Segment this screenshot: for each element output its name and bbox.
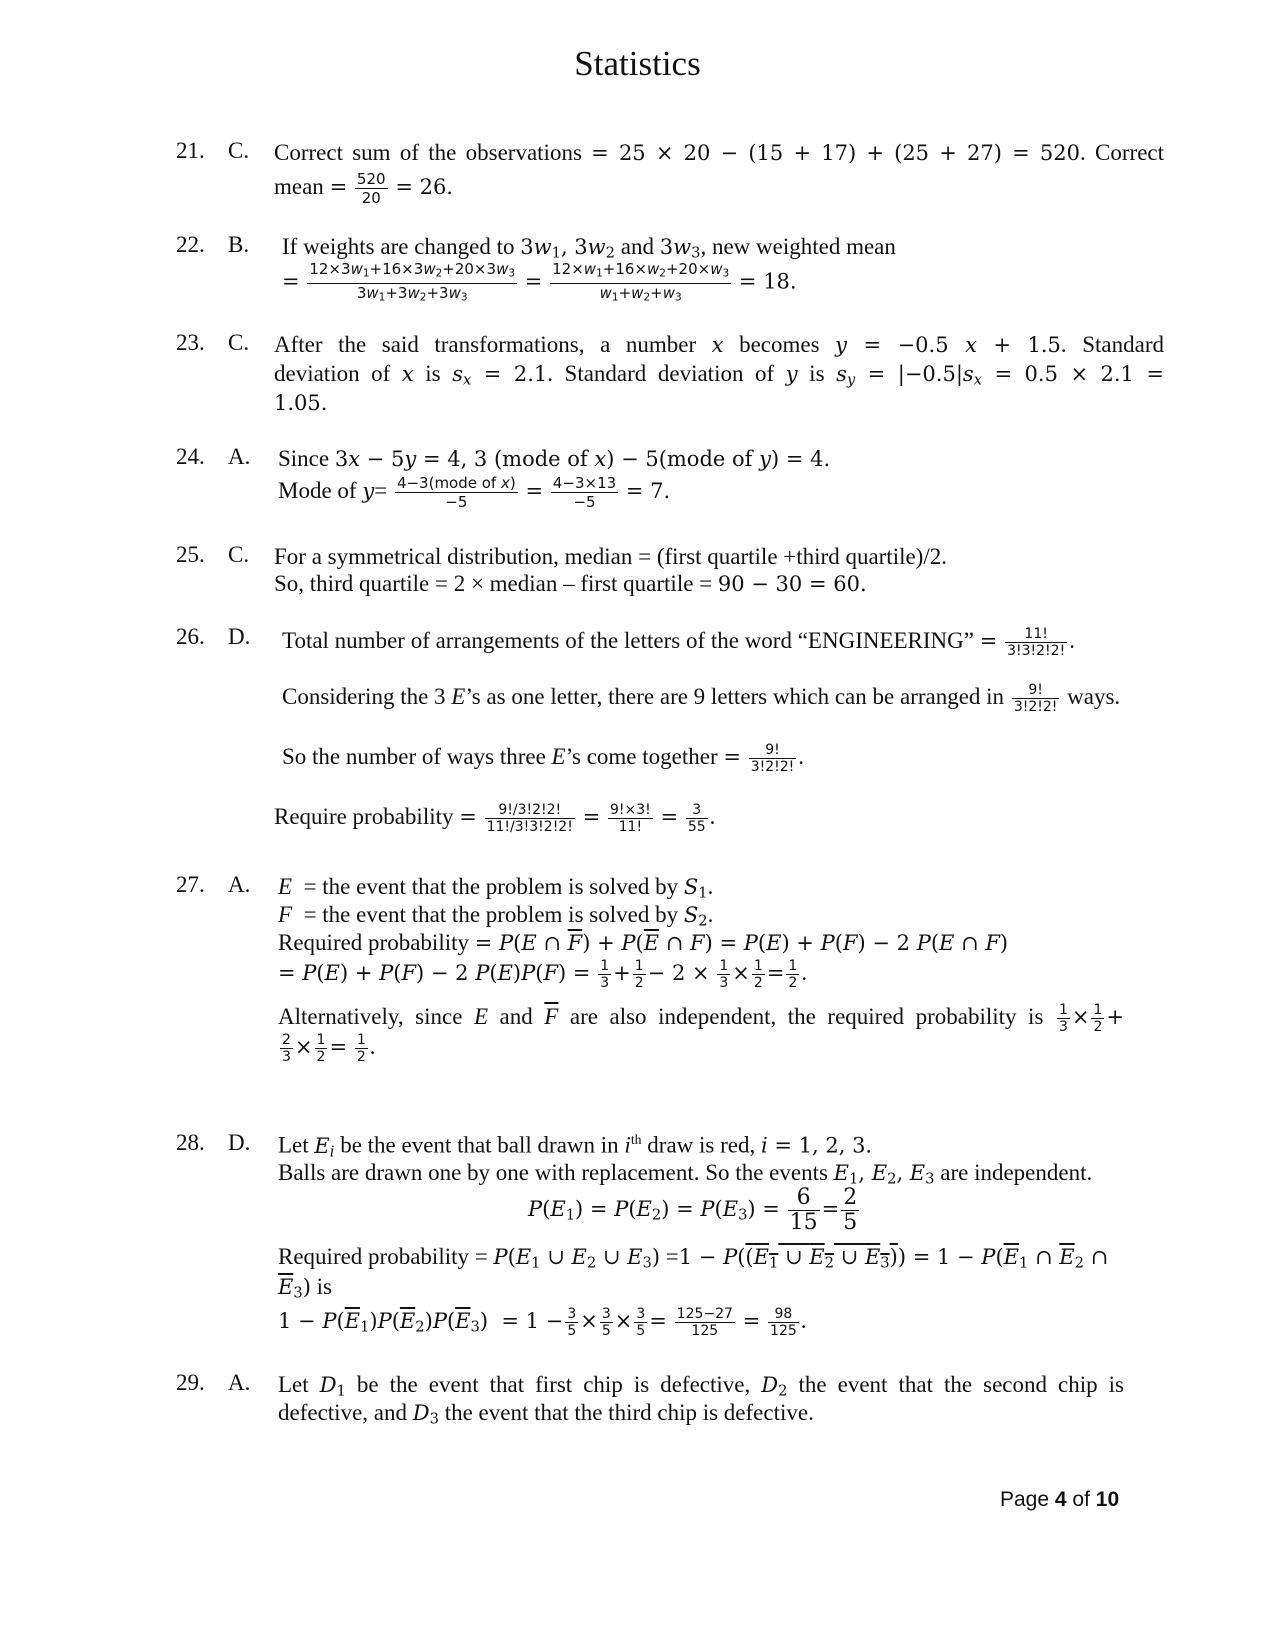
- solution-line: So, third quartile = 2 × median – first quartile = 90 − 30 = 60.: [274, 571, 867, 596]
- question-number: 27.: [176, 872, 205, 897]
- question-number: 25.: [176, 542, 205, 567]
- page-number: Page 4 of 10: [1000, 1488, 1120, 1511]
- solution-line: E = the event that the problem is solved by $S_1$.: [278, 874, 714, 902]
- solution-line: 1.05.: [274, 391, 328, 415]
- solution-line: Balls are drawn one by one with replacement. So the events $E_1$, $E_2$, $E_3$ are independent.: [278, 1160, 1093, 1188]
- solution-line: Required probability = $P(E_1$ ∪ $E_2$ ∪ $E_3) =1 - P((E_1$ ∪ $E_2$ ∪ $E_3)) = 1 - P(\overline{E}_1$ ∩ $\overline{E}_2$ ∩: [278, 1244, 1109, 1272]
- solution-line: $1 - P(\overline{E}_1)P(\overline{E}_2)P(\overline{E}_3) = 1$ − $\frac{3}{5}$ × $\frac{3}{5}$ × $\frac{3}{5}$ = $\frac{125-27}{125}$ = $\frac{98}{125}$ .: [278, 1306, 807, 1339]
- answer-letter: B.: [228, 232, 250, 257]
- solution-line: For a symmetrical distribution, median = (first quartile +third quartile)/2.: [274, 544, 947, 569]
- solution-line: Considering the 3 E’s as one letter, there are 9 letters which can be arranged in $\frac{9!}{3!2!2!}$ ways.: [282, 682, 1121, 715]
- answer-letter: A.: [228, 444, 251, 469]
- answer-letter: C.: [228, 330, 250, 355]
- answer-letter: D.: [228, 1130, 251, 1155]
- solution-line: After the said transformations, a number x becomes y = −0.5 x + 1.5. Standard: [274, 332, 1164, 357]
- page-title: Statistics: [574, 44, 701, 83]
- question-number: 28.: [176, 1130, 205, 1155]
- question-number: 22.: [176, 232, 205, 257]
- answer-letter: D.: [228, 624, 251, 649]
- question-number: 23.: [176, 330, 205, 355]
- solution-line: deviation of x is $s_x = 2.1$. Standard deviation of y is $s_y = |-0.5|s_x = 0.5 \times 2.1$ =: [274, 361, 1165, 389]
- answer-letter: A.: [228, 872, 251, 897]
- solution-line: So the number of ways three E’s come together = $\frac{9!}{3!2!2!}$ .: [282, 742, 805, 775]
- solution-line: Let $E_i$ be the event that ball drawn in $i^{th}$ draw is red, i = 1, 2, 3.: [278, 1132, 873, 1161]
- answer-letter: A.: [228, 1370, 251, 1395]
- solution-line: F = the event that the problem is solved by $S_2$.: [278, 902, 714, 930]
- solution-line: mean = $\frac{520}{20}$ = 26.: [274, 170, 453, 207]
- solution-line: $\frac{2}{3}$ × $\frac{1}{2}$ = $\frac{1}{2}$ .: [282, 1032, 376, 1065]
- solution-line: Total number of arrangements of the letters of the word “ENGINEERING” = $\frac{11!}{3!3!2!2!}$ .: [282, 626, 1075, 659]
- solution-line: Required probability = P(E ∩ $\overline{F}) + P(\overline{E}$ ∩ F) = P(E) + P(F) − 2 P(E ∩ F): [278, 930, 1009, 955]
- question-number: 21.: [176, 138, 205, 163]
- solution-line: Correct sum of the observations = 25 × 20 − (15 + 17) + (25 + 27) = 520. Correct: [274, 140, 1164, 165]
- solution-line: Mode of y= $\frac{\text{4−3(mode of x)}}{-5}$ = $\frac{4-3\times 13}{-5}$ = 7.: [278, 474, 671, 511]
- solution-line: $P(E_1) = P(E_2) = P(E_3)$ = $\frac{6}{15}$ = $\frac{2}{5}$: [528, 1185, 858, 1235]
- question-number: 29.: [176, 1370, 205, 1395]
- solution-line: = $\frac{12\times 3w_1+16\times 3w_2+20\times 3w_3}{3w_1+3w_2+3w_3}$ = $\frac{12\times w_1+16\times w_2+20\times w_3}{w_1+w_2+w_3}$ = 18.: [282, 260, 797, 304]
- solution-line: $\overline{E}_3$) is: [278, 1274, 332, 1302]
- solution-line: Alternatively, since E and $\overline{F}$ are also independent, the required probability is $\frac{1}{3}$ × $\frac{1}{2}$ +: [278, 1002, 1124, 1035]
- solution-line: defective, and $D_3$ the event that the third chip is defective.: [278, 1400, 814, 1428]
- solution-line: = P(E) + P(F) − 2 P(E)P(F) = $\frac{1}{3}$ + $\frac{1}{2}$ − 2 × $\frac{1}{3}$ × $\frac{1}{2}$ = $\frac{1}{2}$ .: [278, 958, 808, 991]
- question-number: 24.: [176, 444, 205, 469]
- solution-line: Since 3x − 5y = 4, 3 (mode of x) − 5(mode of y) = 4.: [278, 446, 831, 471]
- question-number: 26.: [176, 624, 205, 649]
- solution-line: If weights are changed to $3w_1$, $3w_2$ and $3w_3$, new weighted mean: [282, 234, 896, 262]
- answer-letter: C.: [228, 542, 250, 567]
- solution-line: Require probability = $\frac{9!/3!2!2!}{11!/3!3!2!2!}$ = $\frac{9!\times 3!}{11!}$ = $\frac{3}{55}$ .: [274, 802, 716, 835]
- solution-line: Let $D_1$ be the event that first chip is defective, $D_2$ the event that the second chip is: [278, 1372, 1124, 1400]
- answer-letter: C.: [228, 138, 250, 163]
